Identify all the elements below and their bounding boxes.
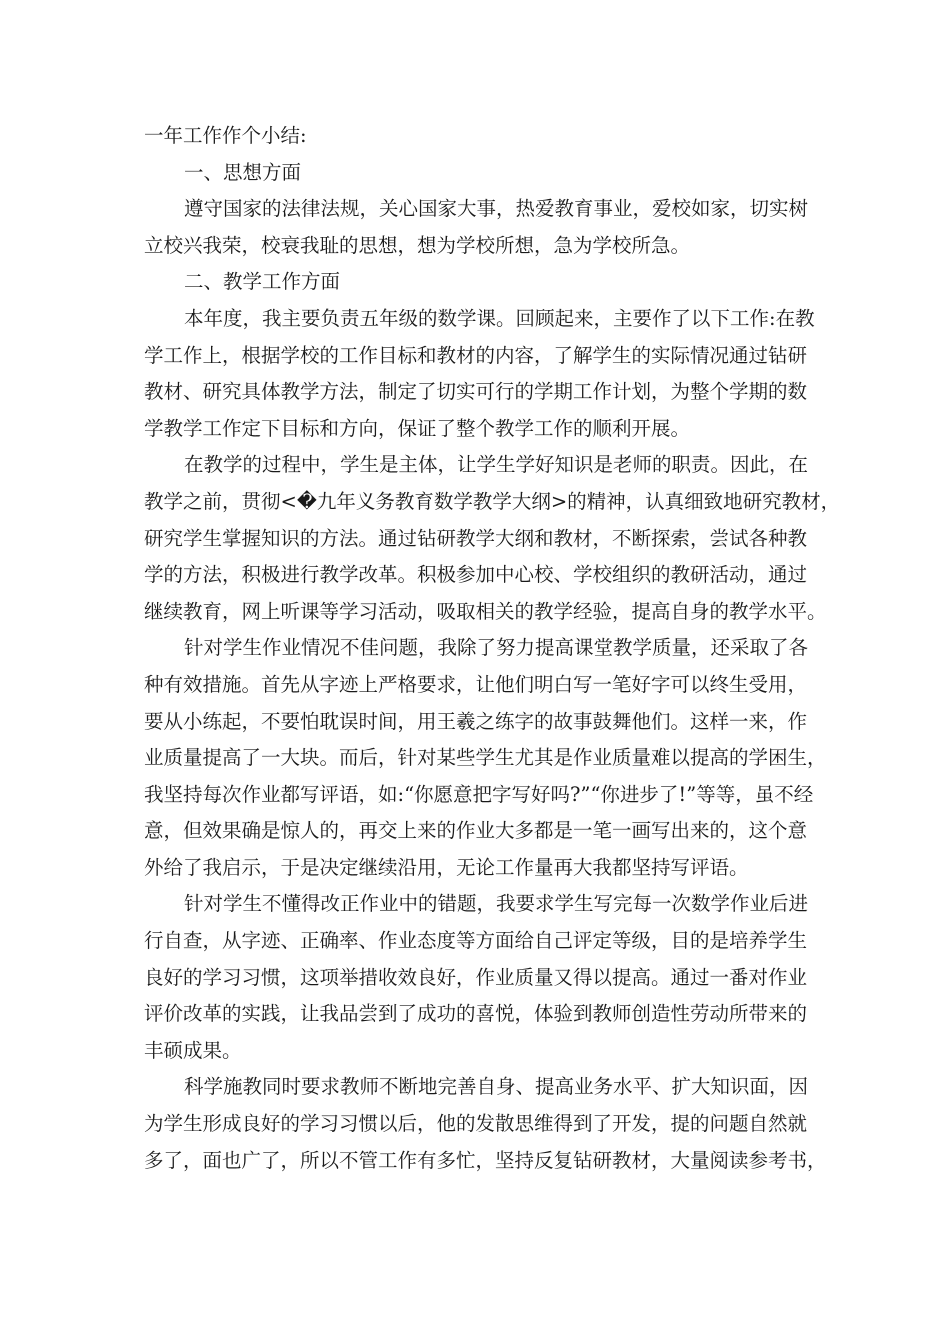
paragraph-thought	[144, 191, 824, 264]
text-line: 丰硕成果。	[144, 1038, 242, 1062]
text-line: 良好的学习习惯，这项举措收效良好，作业质量又得以提高。通过一番对作业	[144, 965, 808, 989]
text-line: 研究学生掌握知识的方法。通过钻研教学大纲和教材，不断探索，尝试各种教	[144, 526, 808, 550]
text-line: 我坚持每次作业都写评语，如:“你愿意把字写好吗?”“你进步了!”等等，虽不经	[144, 782, 814, 806]
text-line: 立校兴我荣，校衰我耻的思想，想为学校所想，急为学校所急。	[144, 233, 691, 257]
text-line: 针对学生作业情况不佳问题，我除了努力提高课堂教学质量，还采取了各	[184, 636, 809, 660]
text-line: 行自查，从字迹、正确率、作业态度等方面给自己评定等级，目的是培养学生	[144, 929, 808, 953]
text-line: 遵守国家的法律法规，关心国家大事，热爱教育事业，爱校如家，切实树	[184, 197, 809, 221]
text-line: 多了，面也广了，所以不管工作有多忙，坚持反复钻研教材，大量阅读参考书，	[144, 1148, 827, 1172]
paragraph-self-improvement	[144, 1069, 827, 1179]
text-line: 针对学生不懂得改正作业中的错题，我要求学生写完每一次数学作业后进	[184, 892, 809, 916]
text-line: 要从小练起，不要怕耽误时间，用王羲之练字的故事鼓舞他们。这样一来，作	[144, 709, 808, 733]
text-line: 继续教育，网上听课等学习活动，吸取相关的教学经验，提高自身的教学水平。	[144, 599, 827, 623]
text-line: 本年度，我主要负责五年级的数学课。回顾起来，主要作了以下工作:在教	[184, 306, 815, 330]
paragraph-overview	[144, 301, 824, 447]
text-line: 为学生形成良好的学习习惯以后，他的发散思维得到了开发，提的问题自然就	[144, 1112, 808, 1136]
section-heading-teaching: 二、教学工作方面	[184, 270, 341, 294]
text-line: 种有效措施。首先从字迹上严格要求，让他们明白写一笔好字可以终生受用，	[144, 672, 808, 696]
paragraph-homework	[144, 630, 827, 886]
text-line: 评价改革的实践，让我品尝到了成功的喜悦，体验到教师创造性劳动所带来的	[144, 1002, 808, 1026]
document-body	[144, 118, 841, 1179]
text-line: 学工作上，根据学校的工作目标和教材的内容，了解学生的实际情况通过钻研	[144, 343, 808, 367]
text-line: 意，但效果确是惊人的，再交上来的作业大多都是一笔一画写出来的，这个意	[144, 819, 808, 843]
text-line: 外给了我启示，于是决定继续沿用，无论工作量再大我都坚持写评语。	[144, 855, 749, 879]
paragraph-teaching-process	[144, 447, 841, 630]
text-line: 教材、研究具体教学方法，制定了切实可行的学期工作计划，为整个学期的数	[144, 380, 808, 404]
section-heading-thought: 一、思想方面	[184, 160, 302, 184]
document-title: 一年工作作个小结:	[144, 124, 307, 147]
text-line: 学的方法，积极进行教学改革。积极参加中心校、学校组织的教研活动，通过	[144, 563, 808, 587]
text-line: 科学施教同时要求教师不断地完善自身、提高业务水平、扩大知识面，因	[184, 1075, 809, 1099]
text-line: 业质量提高了一大块。而后，针对某些学生尤其是作业质量难以提高的学困生，	[144, 746, 827, 770]
text-line: 教学之前，贯彻<�九年义务教育数学教学大纲>的精神，认真细致地研究教材，	[144, 489, 841, 513]
text-line: 在教学的过程中，学生是主体，让学生学好知识是老师的职责。因此，在	[184, 453, 809, 477]
paragraph-error-correction	[144, 886, 824, 1069]
text-line: 学教学工作定下目标和方向，保证了整个教学工作的顺利开展。	[144, 416, 691, 440]
